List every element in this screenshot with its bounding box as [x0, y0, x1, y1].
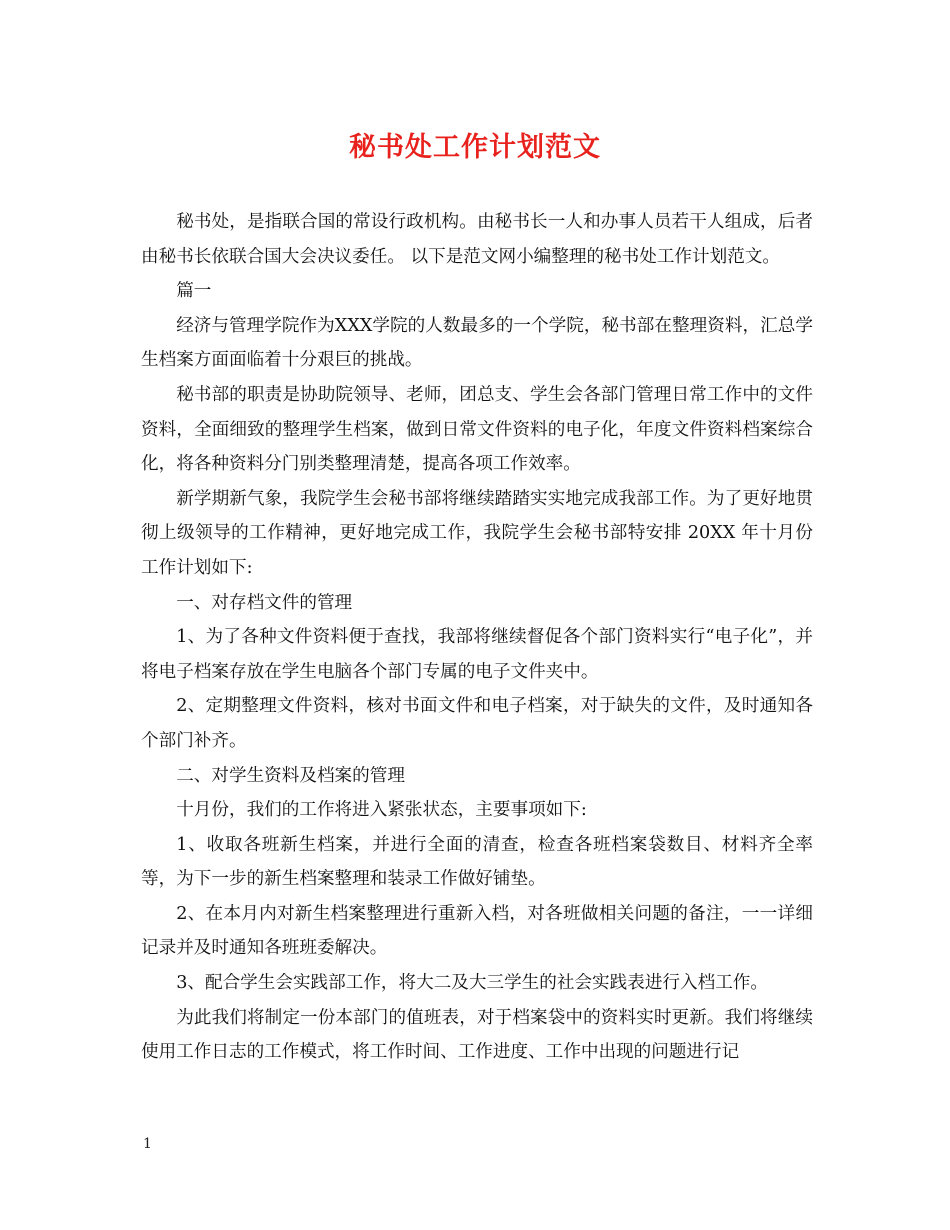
section-heading: 二、对学生资料及档案的管理: [176, 765, 405, 786]
paragraph: 十月份，我们的工作将进入紧张状态，主要事项如下:: [176, 800, 587, 821]
page-number: 1: [143, 1136, 152, 1152]
paragraph: 秘书部的职责是协助院领导、老师，团总支、学生会各部门管理日常工作中的文件资料，全面细致的整理学生档案，做到日常文件资料的电子化，年度文件资料档案综合化，将各种资料分门别类整理清楚，提高各项工作效率。: [141, 384, 813, 475]
list-item: 2、定期整理文件资料，核对书面文件和电子档案，对于缺失的文件，及时通知各个部门补齐。: [141, 696, 813, 751]
list-item: 1、收取各班新生档案，并进行全面的清查，检查各班档案袋数目、材料齐全率等，为下一步的新生档案整理和装录工作做好铺垫。: [141, 834, 813, 890]
document-body: [141, 205, 813, 1070]
paragraph: 新学期新气象，我院学生会秘书部将继续踏踏实实地完成我部工作。为了更好地贯彻上级领导的工作精神，更好地完成工作，我院学生会秘书部特安排 20XX 年十月份工作计划如下:: [141, 488, 813, 578]
document-title: 秘书处工作计划范文: [349, 132, 601, 163]
list-item: 2、在本月内对新生档案整理进行重新入档，对各班做相关问题的备注，一一详细记录并及时通知各班班委解决。: [141, 903, 813, 959]
section-heading: 一、对存档文件的管理: [176, 592, 353, 613]
list-item: 3、配合学生会实践部工作，将大二及大三学生的社会实践表进行入档工作。: [176, 973, 768, 994]
paragraph: 为此我们将制定一份本部门的值班表，对于档案袋中的资料实时更新。我们将继续使用工作日志的工作模式，将工作时间、工作进度、工作中出现的问题进行记: [141, 1007, 813, 1063]
paragraph-section-label: 篇一: [176, 281, 212, 302]
paragraph: 经济与管理学院作为XXX学院的人数最多的一个学院，秘书部在整理资料，汇总学生档案方面面临着十分艰巨的挑战。: [141, 315, 813, 371]
paragraph-intro: 秘书处，是指联合国的常设行政机构。由秘书长一人和办事人员若干人组成，后者由秘书长依联合国大会决议委任。 以下是范文网小编整理的秘书处工作计划范文。: [141, 212, 813, 267]
list-item: 1、为了各种文件资料便于查找，我部将继续督促各个部门资料实行“电子化”，并将电子档案存放在学生电脑各个部门专属的电子文件夹中。: [141, 627, 813, 682]
